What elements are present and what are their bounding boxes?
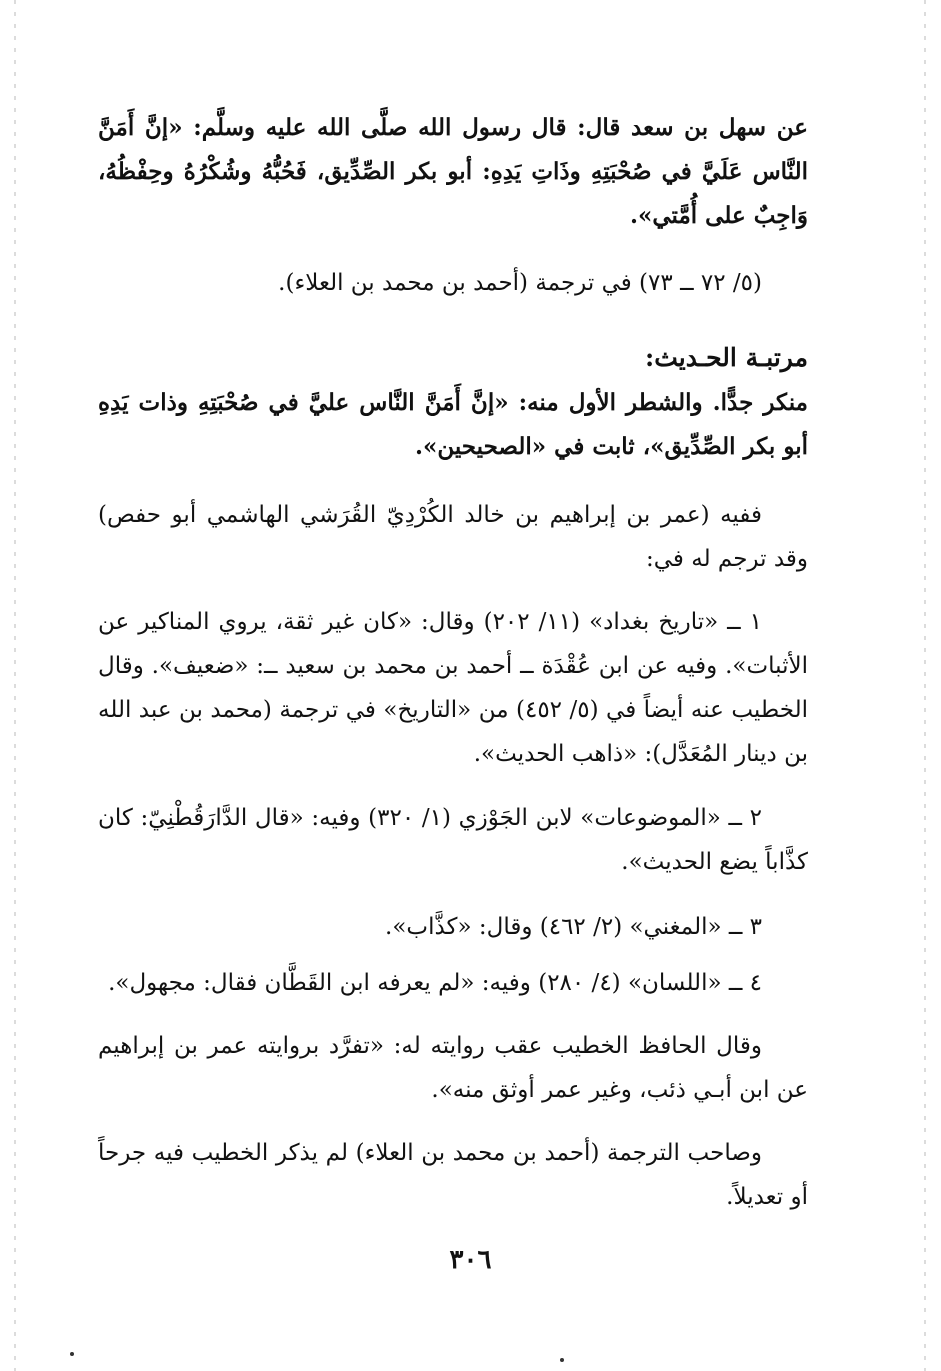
conclusion-paragraph: وصاحب الترجمة (أحمد بن محمد بن العلاء) لم يذكر الخطيب فيه جرحاً أو تعديلاً. <box>98 1140 808 1210</box>
source-reference: (٥/ ٧٢ ــ ٧٣) في ترجمة (أحمد بن محمد بن العلاء). <box>278 270 762 296</box>
scan-speck <box>70 1352 74 1356</box>
page-number: ٣٠٦ <box>449 1245 492 1275</box>
section-heading: مرتبـة الحـديث: <box>644 343 808 372</box>
list-item: ٣ ــ «المغني» (٢/ ٤٦٢) وقال: «كذَّاب». <box>385 914 762 940</box>
scan-margin-left <box>14 0 16 1371</box>
list-item: ٤ ــ «اللسان» (٤/ ٢٨٠) وفيه: «لم يعرفه ابن القَطَّان فقال: مجهول». <box>108 970 762 996</box>
khatib-paragraph: وقال الحافظ الخطيب عقب روايته له: «تفرَّد بروايته عمر بن إبراهيم عن ابن أبـي ذئب، وغير عمر أوثق منه». <box>98 1033 808 1103</box>
hadith-intro-paragraph: عن سهل بن سعد قال: قال رسول الله صلَّى الله عليه وسلَّم: «إنَّ أَمَنَّ النَّاس عَلَيَّ في صُحْبَتِهِ وذَاتِ يَدِهِ: أبو بكر الصِّدِّيق، فَحُبُّهُ وشُكْرُهُ وحِفْظُهُ، وَاجِبٌ على أُمَّتي». <box>98 114 808 229</box>
list-item: ٢ ــ «الموضوعات» لابن الجَوْزي (١/ ٣٢٠) وفيه: «قال الدَّارَقُطْنِيّ: كان كذَّاباً يضع الحديث». <box>98 805 808 875</box>
list-item: ١ ــ «تاريخ بغداد» (١١/ ٢٠٢) وقال: «كان غير ثقة، يروي المناكير عن الأثبات». وفيه عن ابن عُقْدَة ــ أحمد بن محمد بن سعيد ــ: «ضعيف». وقال الخطيب عنه أيضاً في (٥/ ٤٥٢) من «التاريخ» في ترجمة (محمد بن عبد الله بن دينار المُعَدَّل): «ذاهب الحديث». <box>98 609 808 767</box>
scan-speck <box>560 1358 564 1362</box>
scan-margin-right <box>924 0 926 1371</box>
hadith-grade-paragraph: منكر جدًّا. والشطر الأول منه: «إنَّ أَمَنَّ النَّاس عليَّ في صُحْبَتِهِ وذات يَدِهِ أبو بكر الصِّدِّيق»، ثابت في «الصحيحين». <box>98 389 808 460</box>
narrator-paragraph: ففيه (عمر بن إبراهيم بن خالد الكُرْدِيّ القُرَشي الهاشمي أبو حفص) وقد ترجم له في: <box>98 502 808 572</box>
